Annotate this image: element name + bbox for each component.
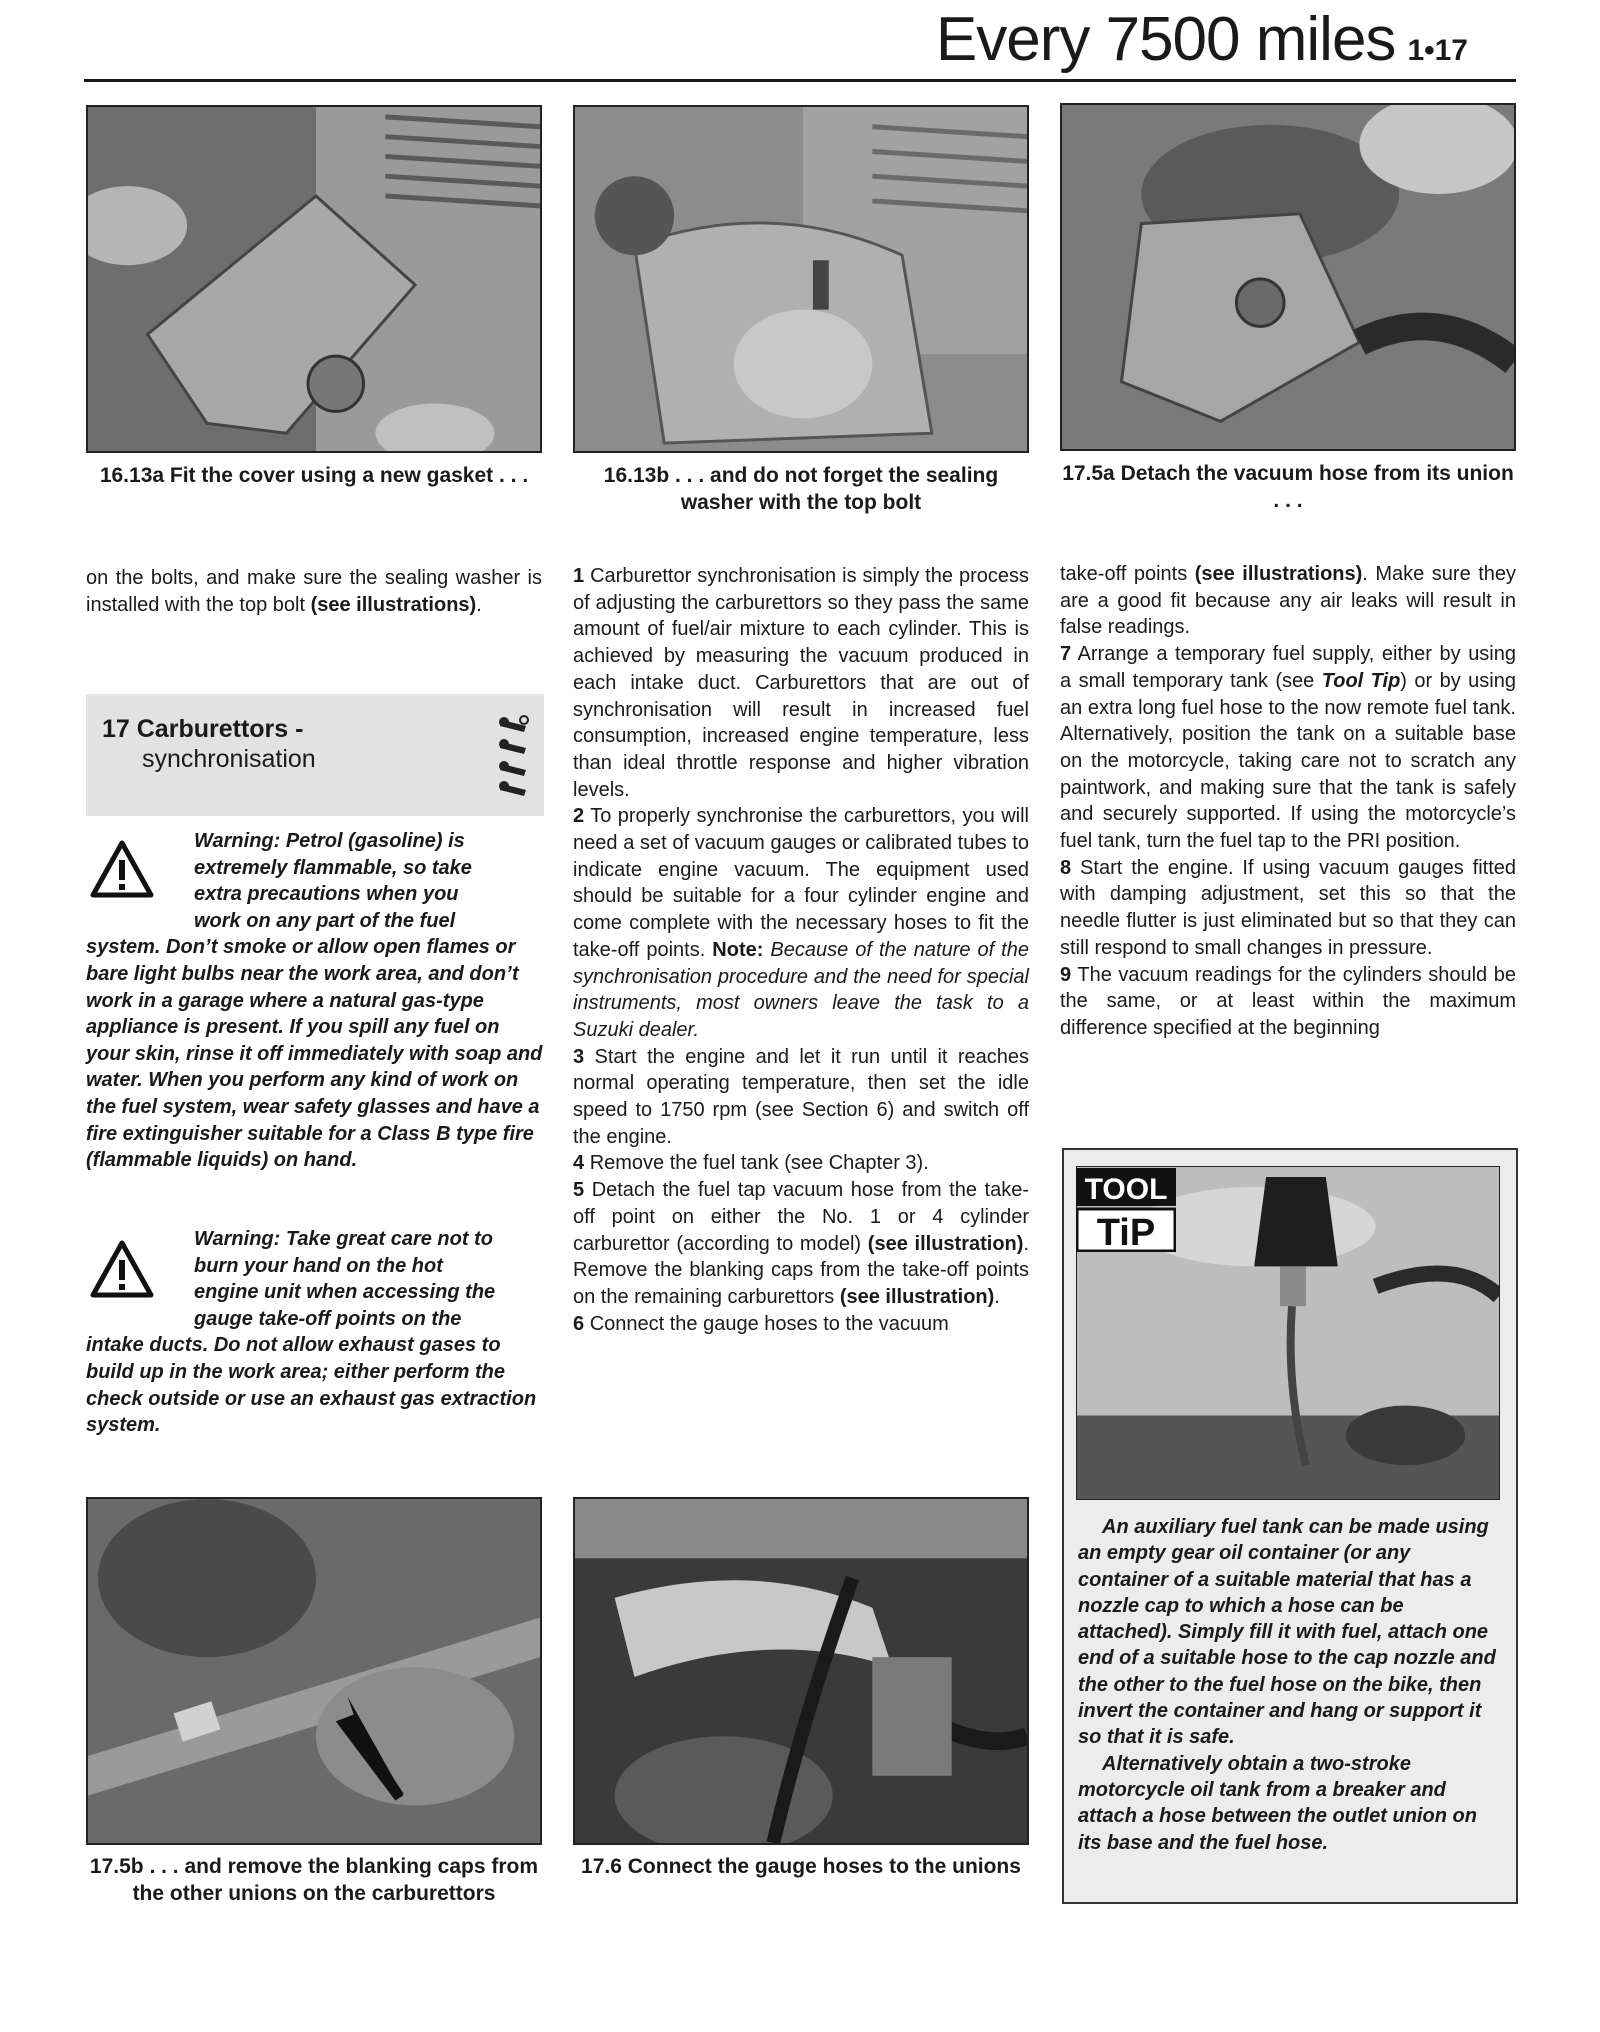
tool-tip-text — [1078, 1514, 1502, 1856]
caption-16-13a: 16.13a Fit the cover using a new gasket . . . — [99, 464, 529, 487]
step-1-text: Carburettor synchronisation is simply the process of adjusting the carburettors so they pass the same amount of fuel/air mixture to each cylinder. This is achieved by measuring the vacuum produced in each intake duct. Carburettors that are out of synchronisation will result in increased fuel consumption, increased engine temperature, less than ideal throttle response and higher vibration levels. — [573, 565, 1029, 801]
warning-burn-line4: gauge take-off points on the — [194, 1307, 462, 1330]
tool-tip-ref: Tool Tip — [1321, 669, 1401, 692]
step-7-text-a: Arrange a temporary fuel supply, either by using a small temporary tank (see — [1060, 643, 1516, 692]
caption-16-13b: 16.13b . . . and do not forget the sealing washer with the top bolt — [603, 464, 999, 514]
step-number: 6 — [573, 1312, 585, 1335]
step-5-end: . — [994, 1285, 1000, 1308]
step-6-cont-b: . Make sure they are a good fit because any air leaks will result in false readings. — [1060, 563, 1516, 639]
caption-17-5a: 17.5a Detach the vacuum hose from its union . . . — [1062, 462, 1514, 512]
warning-fuel-rest: system. Don’t smoke or allow open flames or bare light bulbs near the work area, and don’t work in a garage where a natural gas-type appliance is present. If you spill any fuel on your skin, rinse it off immediately with soap and water. When you perform any kind of work on the fuel system, wear safety glasses and have a fire extinguisher suitable for a Class B type fire (flammable liquids) on hand. — [86, 936, 543, 1172]
photo-16-13a — [86, 105, 542, 453]
col2-text — [573, 563, 1029, 1337]
tool-tip-para-1: An auxiliary fuel tank can be made using an empty gear oil container (or any container of a suitable material that has a nozzle cap to which a hose can be attached). Simply fill it with fuel, attach one end of a suitable hose to the cap nozzle and the other to the fuel hose on the bike, then invert the container and hang or support it so that it is safe. — [1078, 1516, 1496, 1749]
illustration-ref: (see illustration) — [867, 1232, 1024, 1255]
tool-tip-badge-bottom: TiP — [1096, 1212, 1156, 1252]
photo-16-13b — [573, 105, 1029, 453]
warning-fuel-line1: Warning: Petrol (gasoline) is — [194, 830, 465, 852]
page-header — [936, 4, 1468, 75]
caption-17-6: 17.6 Connect the gauge hoses to the unions — [581, 1855, 1021, 1878]
step-7-text-b: ) or by using an extra long fuel hose to the now remote fuel tank. Alternatively, position the tank on a suitable base on the motorcycle, taking care not to scratch any paintwork, and making sure that the tank is safely and securely supported. If using the motorcycle’s fuel tank, turn the fuel tap to the PRI position. — [1060, 669, 1516, 853]
warning-fuel-line3: extra precautions when you — [194, 883, 459, 906]
warning-fuel-line4: work on any part of the fuel — [194, 909, 456, 932]
tool-tip-para-2: Alternatively obtain a two-stroke motorcycle oil tank from a breaker and attach a hose between the outlet union on its base and the fuel hose. — [1078, 1752, 1477, 1854]
step-6-text: Connect the gauge hoses to the vacuum — [589, 1312, 949, 1335]
section-number-title: 17 Carburettors - — [102, 715, 304, 743]
photo-17-5a — [1060, 103, 1516, 451]
warning-burn-line1: Warning: Take great care not to — [194, 1228, 493, 1250]
step-number: 5 — [573, 1179, 585, 1202]
col3-text — [1060, 561, 1516, 1042]
tool-tip-badge — [1076, 1168, 1176, 1252]
warning-fuel-line2: extremely flammable, so take — [194, 856, 472, 879]
step-number: 7 — [1060, 643, 1072, 666]
section-subtitle: synchronisation — [142, 745, 316, 773]
warning-burn-line2: burn your hand on the hot — [194, 1254, 443, 1277]
photo-17-5b — [86, 1497, 542, 1845]
col1-intro-end: . — [476, 593, 482, 616]
section-heading — [86, 694, 544, 816]
col1-intro-ref: (see illustrations) — [310, 593, 477, 616]
step-number: 3 — [573, 1045, 585, 1068]
illustration-ref: (see illustration) — [839, 1285, 995, 1308]
warning-burn-rest: intake ducts. Do not allow exhaust gases to build up in the work area; either perform the check outside or use an exhaust gas extraction system. — [86, 1334, 537, 1437]
step-number: 2 — [573, 805, 585, 828]
step-number: 4 — [573, 1152, 585, 1175]
warning-burn — [86, 1226, 546, 1439]
caption-17-5b: 17.5b . . . and remove the blanking caps from the other unions on the carburettors — [89, 1855, 539, 1905]
illustration-ref: (see illustrations) — [1194, 563, 1363, 585]
tool-tip-badge-top: TOOL — [1084, 1173, 1168, 1206]
section-title: Every 7500 miles — [935, 5, 1396, 74]
col1-intro — [86, 565, 542, 618]
photo-17-6 — [573, 1497, 1029, 1845]
step-4-text: Remove the fuel tank (see Chapter 3). — [589, 1152, 929, 1175]
step-number: 1 — [573, 565, 585, 587]
col1-intro-text: on the bolts, and make sure the sealing washer is installed with the top bolt — [86, 567, 542, 616]
step-number: 9 — [1060, 963, 1072, 986]
warning-fuel — [86, 828, 546, 1174]
note-label: Note: — [712, 938, 764, 961]
step-3-text: Start the engine and let it run until it reaches normal operating temperature, then set the idle speed to 1750 rpm (see Section 6) and switch off the engine. — [573, 1045, 1029, 1148]
step-2-text: To properly synchronise the carburettors, you will need a set of vacuum gauges or calibrated tubes to indicate engine vacuum. The equipment used should be suitable for a four cylinder engine and come complete with the necessary hoses to fit the take-off points. — [573, 805, 1029, 961]
step-2-note: Because of the nature of the synchronisation procedure and the need for special instruments, most owners leave the task to a Suzuki dealer. — [573, 938, 1029, 1041]
header-rule — [84, 79, 1516, 82]
difficulty-spanner-icon — [498, 712, 530, 802]
step-6-cont-a: take-off points — [1060, 563, 1188, 585]
step-8-text: Start the engine. If using vacuum gauges fitted with damping adjustment, set this so that the needle flutter is just eliminated but so that they can still respond to small changes in pressure. — [1060, 856, 1517, 959]
step-5-text-b: . Remove the blanking caps from the take-off points on the remaining carburettors — [573, 1232, 1029, 1308]
page-number: 1•17 — [1407, 34, 1468, 67]
step-9-text: The vacuum readings for the cylinders should be the same, or at least within the maximum difference specified at the beginning — [1060, 963, 1516, 1039]
step-5-text-a: Detach the fuel tap vacuum hose from the take-off point on either the No. 1 or 4 cylinder carburettor (according to model) — [573, 1179, 1029, 1255]
step-number: 8 — [1060, 856, 1072, 879]
warning-burn-line3: engine unit when accessing the — [194, 1281, 496, 1304]
